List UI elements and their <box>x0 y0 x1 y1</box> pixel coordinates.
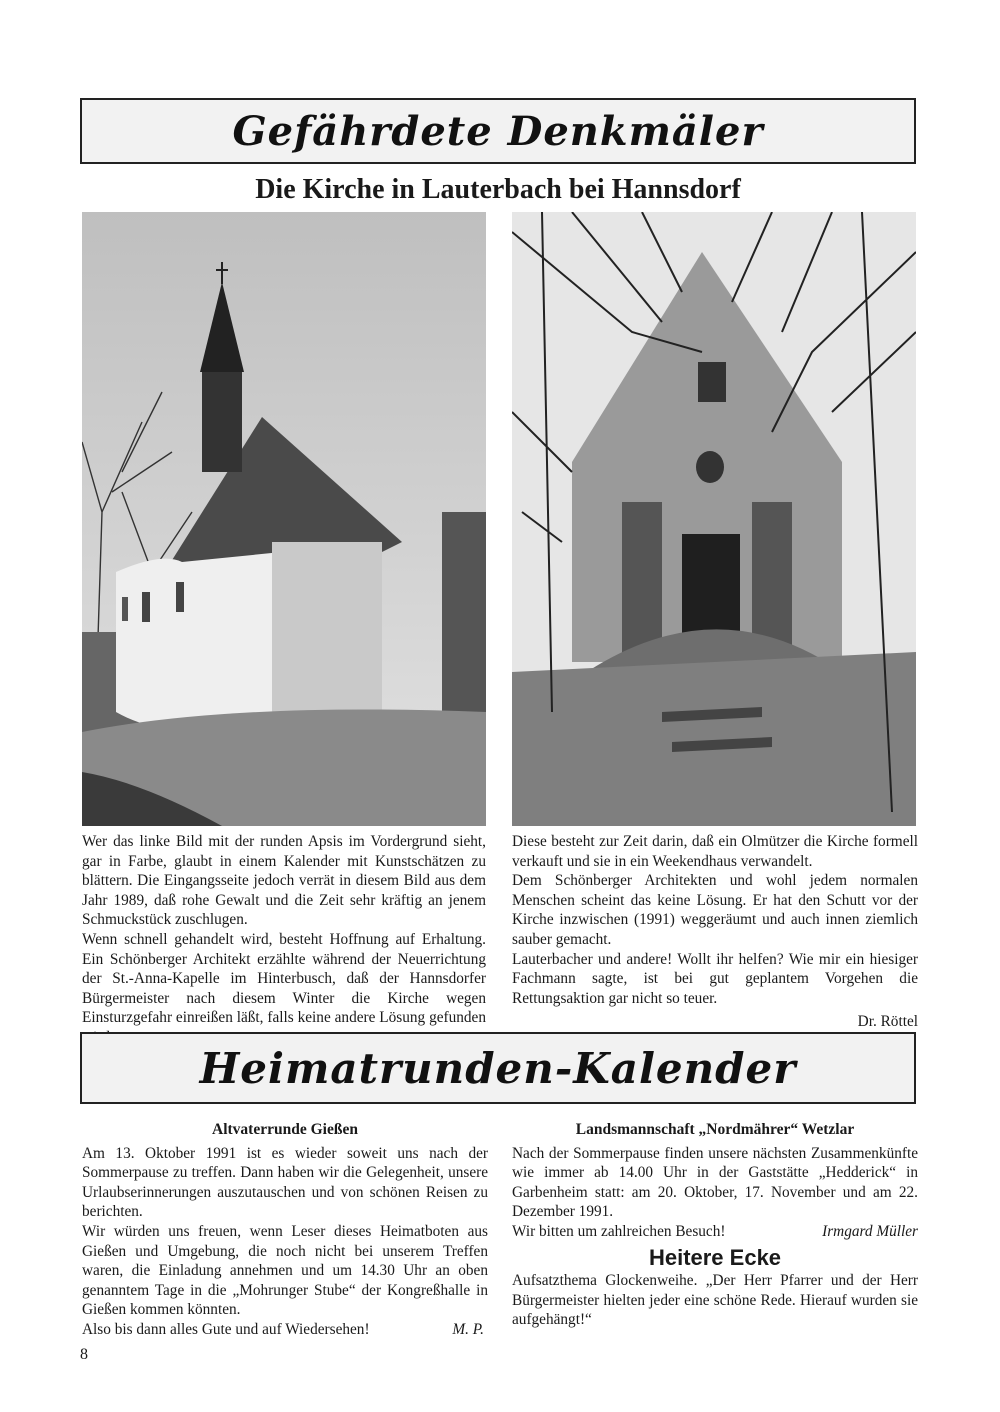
banner-title: Heimatrunden-Kalender <box>199 1043 797 1093</box>
article-paragraph: Dem Schönberger Architekten und wohl jedem normalen Menschen scheint das keine Lösung. Er hat den Schutt vor der Kirche inzwischen (1991) weggeräumt und auch innen ziemlich sauber gemacht. <box>512 872 918 948</box>
event-altvaterrunde <box>82 1120 488 1340</box>
event-closing-row <box>512 1222 918 1242</box>
article-paragraph: Lauterbacher und andere! Wollt ihr helfen? Wie mir ein hiesiger Fachmann sagte, ist bei gut geplantem Vorgehen die Rettungsaktion gar nicht so teuer. <box>512 950 918 1007</box>
article-right-column <box>512 832 918 1032</box>
article-left-column <box>82 832 486 1048</box>
banner-gefaehrdete-denkmaeler <box>80 98 916 164</box>
article-signature: Dr. Röttel <box>857 1013 918 1031</box>
church-apse-illustration <box>82 212 486 826</box>
event-paragraph: Wir würden uns freuen, wenn Leser dieses Heimatboten aus Gießen und Umgebung, die noch nicht bei unserem Treffen waren, die Einladung annehmen und um 14.30 Uhr an oben genanntem Tage in die „Mohrunger Stube“ der Kongreßhalle in Gießen kommen könnten. <box>82 1222 488 1319</box>
event-nordmaehrer <box>512 1120 918 1330</box>
event-paragraph: Nach der Sommerpause finden unsere nächsten Zusammenkünfte wie immer ab 14.00 Uhr in der Gaststätte „Hedderick“ in Garbenheim statt: am 20. Oktober, 17. November und am 22. Dezember 1991. <box>512 1144 918 1221</box>
event-signature: Irmgard Müller <box>822 1222 918 1240</box>
article-paragraph: Diese besteht zur Zeit darin, daß ein Olmützer die Kirche formell verkauft und sie in ein Weekendhaus verwandelt. <box>512 833 918 870</box>
article-title: Die Kirche in Lauterbach bei Hannsdorf <box>255 174 741 205</box>
church-ruin-illustration <box>512 212 916 826</box>
page-number: 8 <box>80 1346 88 1363</box>
event-heading: Altvaterrunde Gießen <box>212 1121 358 1138</box>
event-heading: Landsmannschaft „Nordmährer“ Wetzlar <box>575 1121 855 1138</box>
article-paragraph: Wer das linke Bild mit der runden Apsis im Vordergrund sieht, gar in Farbe, glaubt in einem Kalender mit Kunstschätzen zu blättern. Die Eingangsseite jedoch verrät in diesem Bild aus dem Jahr 1989, daß rohe Gewalt und die Zeit sehr kräftig an jenem Schmuckstück zuschlugen. <box>82 833 486 929</box>
event-closing: Also bis dann alles Gute und auf Wiedersehen! <box>82 1320 370 1338</box>
article-paragraph: Wenn schnell gehandelt wird, besteht Hoffnung auf Erhaltung. Ein Schönberger Architekt erzählte während der Neuerrichtung der St.-Anna-Kapelle im Hinterbusch, daß der Hannsdorfer Bürgermeister nach diesem Winter die Kirche wegen Einsturzgefahr einreißen läßt, falls keine andere Lösung gefunden <box>82 930 486 1027</box>
photo-church-entrance-ruin <box>512 212 916 826</box>
banner-heimatrunden-kalender <box>80 1032 916 1104</box>
event-paragraph: Am 13. Oktober 1991 ist es wieder soweit uns nach der Sommerpause zu treffen. Dann haben wir die Gelegenheit, unsere Urlaubserinnerungen auszutauschen und von schönen Reisen zu berichten. <box>82 1144 488 1221</box>
banner-title: Gefährdete Denkmäler <box>232 107 764 155</box>
event-closing: Wir bitten um zahlreichen Besuch! <box>512 1222 726 1240</box>
photo-church-apse <box>82 212 486 826</box>
humor-text: Aufsatzthema Glockenweihe. „Der Herr Pfarrer und der Herr Bürgermeister hielten jeder eine schöne Rede. Hierauf wurden sie aufgehängt!“ <box>512 1272 918 1329</box>
event-signature: M. P. <box>452 1320 484 1338</box>
event-closing-row <box>82 1320 488 1340</box>
humor-heading: Heitere Ecke <box>648 1244 782 1270</box>
